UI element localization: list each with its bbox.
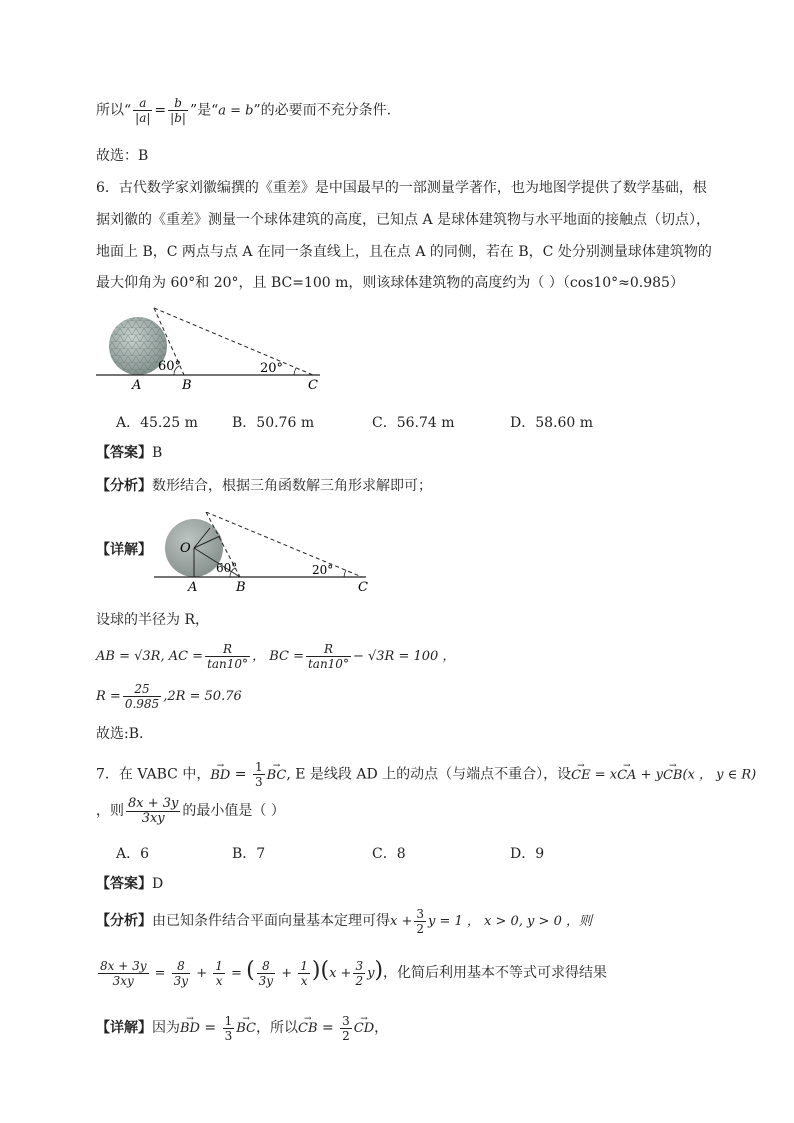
detail-label: 【详解】 <box>96 542 152 558</box>
numerator: 8x + 3y <box>128 795 179 811</box>
equals: = <box>154 102 167 119</box>
fraction <box>257 959 275 988</box>
text: , E 是线段 AD 上的动点（与端点不重合），设 <box>286 766 572 783</box>
denominator: tan10° <box>207 657 249 671</box>
q6-detail-label <box>96 540 152 560</box>
numerator: R <box>306 642 351 657</box>
q6-figure-sphere <box>92 300 332 392</box>
q7-analysis-line-2 <box>96 955 607 990</box>
eq-part: ， BC = <box>252 649 304 664</box>
denominator: 3 <box>224 1028 233 1043</box>
eq-part: AB = √3R, AC = <box>96 649 204 664</box>
numerator: 1 <box>254 760 263 774</box>
eq-part: ,2R = 50.76 <box>163 689 242 704</box>
text: 因为 <box>152 1020 180 1036</box>
fraction <box>126 797 180 826</box>
q6-equation-1 <box>96 642 455 671</box>
text: x + <box>390 914 413 929</box>
fraction <box>98 959 149 988</box>
q6-stem-line-4: 最大仰角为 60°和 20°，且 BC=100 m，则该球体建筑物的高度约为（ ）（cos10°≈0.985） <box>96 275 684 291</box>
vector: → BD <box>210 762 230 790</box>
numerator: a <box>133 96 152 111</box>
text: x + <box>329 966 352 981</box>
q7-analysis-line-1 <box>96 906 592 937</box>
denominator: 2 <box>416 921 424 936</box>
numerator: 1 <box>224 1013 233 1028</box>
fraction <box>205 642 250 671</box>
q6-answer <box>96 443 162 463</box>
text: ”的必要而不充分条件. <box>253 102 392 119</box>
text: ，则 <box>96 803 124 819</box>
q7-option-d[interactable]: D．9 <box>510 846 545 862</box>
fraction <box>253 760 265 789</box>
numerator: 8 <box>172 959 190 974</box>
answer-label: 【答案】 <box>96 445 152 461</box>
angle-label-20: 20° <box>312 563 334 577</box>
text: = <box>230 766 251 783</box>
condition: a = b <box>218 103 254 119</box>
analysis-label: 【分析】 <box>96 478 152 494</box>
q6-option-d[interactable]: D．58.60 m <box>510 415 594 431</box>
fraction <box>340 1014 352 1043</box>
text: (x ， y ∈ R) <box>682 767 757 783</box>
angle-label-20: 20° <box>260 361 284 376</box>
vector: → BC <box>267 762 287 790</box>
numerator: 8x + 3y <box>100 959 147 973</box>
vector: → CB <box>663 762 683 790</box>
numerator: 1 <box>215 959 223 973</box>
denominator: x <box>215 974 223 988</box>
vector: → CB <box>298 1013 318 1045</box>
denominator: 2 <box>355 974 364 988</box>
right-paren: ) <box>311 958 321 983</box>
denominator: x <box>300 974 308 988</box>
text: y = 1 ， x > 0, y > 0 ，则 <box>428 914 592 929</box>
numerator: 3 <box>342 1013 350 1028</box>
text: = <box>150 966 170 981</box>
denominator: 2 <box>342 1028 350 1043</box>
fraction <box>298 959 310 988</box>
angle-label-60: 60° <box>216 561 238 575</box>
q7-option-b[interactable]: B．7 <box>232 846 266 862</box>
q6-choice: 故选:B. <box>96 726 144 742</box>
text: ，化简后利用基本不等式可求得结果 <box>383 965 608 981</box>
vector: → CE <box>571 762 590 790</box>
denominator: tan10° <box>307 657 349 671</box>
text: 由已知条件结合平面向量基本定理可得 <box>152 913 390 929</box>
q6-option-a[interactable]: A．45.25 m <box>116 415 198 431</box>
fraction <box>123 682 161 711</box>
q7-stem-line-2 <box>96 796 285 826</box>
q6-equation-2 <box>96 682 242 711</box>
q7-answer <box>96 874 163 894</box>
vector: → CD <box>354 1013 374 1045</box>
numerator: 1 <box>300 959 308 973</box>
unit-vector-b <box>168 96 188 125</box>
q6-stem-line-3: 地面上 B，C 两点与点 A 在同一条直线上，且在点 A 的同侧，若在 B，C 处分别测量球体建筑物的 <box>96 244 712 260</box>
text: + <box>192 966 212 981</box>
point-label-c: C <box>308 378 318 392</box>
numerator: b <box>168 96 188 111</box>
q6-set-radius: 设球的半径为 R， <box>96 612 209 628</box>
numerator: 3 <box>416 906 424 921</box>
fraction <box>223 1014 235 1043</box>
numerator: 25 <box>123 682 161 697</box>
right-paren: ) <box>374 958 384 983</box>
denominator: 0.985 <box>124 697 160 711</box>
text: = <box>317 1020 339 1036</box>
numerator: R <box>205 642 250 657</box>
text: y <box>367 966 375 981</box>
q6-option-b[interactable]: B．50.76 m <box>232 415 315 431</box>
q7-stem-line-1 <box>96 760 756 790</box>
q6-stem-line-2: 据刘徽的《重差》测量一个球体建筑的高度，已知点 A 是球体建筑物与水平地面的接触点（切点）， <box>96 212 711 228</box>
fraction <box>213 959 225 988</box>
left-paren: ( <box>246 958 255 983</box>
text: + y <box>636 767 663 783</box>
q7-option-a[interactable]: A．6 <box>116 846 150 862</box>
text: 的最小值是（ ） <box>182 803 285 819</box>
numerator: 3 <box>355 959 364 973</box>
q7-detail-line-1 <box>96 1012 388 1045</box>
fraction <box>306 642 351 671</box>
eq-part: R = <box>96 689 121 704</box>
analysis-text: 数形结合，根据三角函数解三角形求解即可； <box>152 478 432 494</box>
q6-detail-figure <box>150 512 378 594</box>
angle-arc-20 <box>294 368 296 375</box>
text: + <box>277 966 297 981</box>
fraction <box>172 959 190 988</box>
angle-label-60: 60° <box>158 359 182 374</box>
fraction <box>414 907 426 936</box>
detail-label: 【详解】 <box>96 1020 152 1036</box>
q6-analysis <box>96 476 432 496</box>
vector: → CA <box>617 762 636 790</box>
denominator: |a| <box>135 111 151 125</box>
answer-value: D <box>152 876 164 892</box>
text: = x <box>590 767 618 783</box>
answer-label: 【答案】 <box>96 876 152 892</box>
angle-arc-20 <box>344 570 346 577</box>
center-label-o: O <box>180 541 191 556</box>
answer-value: B <box>152 445 163 461</box>
point-label-b: B <box>236 580 246 594</box>
text: 所以“ <box>96 102 132 119</box>
point-label-a: A <box>132 378 142 392</box>
denominator: 3xy <box>141 810 165 826</box>
text: ”是“ <box>189 102 219 119</box>
q6-stem-line-1: 6．古代数学家刘徽编撰的《重差》是中国最早的一部测量学著作，也为地图学提供了数学基础，根 <box>96 180 707 196</box>
denominator: 3 <box>254 775 263 789</box>
point-label-c: C <box>358 580 368 594</box>
q6-option-c[interactable]: C．56.74 m <box>372 415 455 431</box>
denominator: 3y <box>258 974 274 988</box>
fraction <box>353 959 365 988</box>
text: ， <box>374 1020 389 1036</box>
eq-part: − √3R = 100 ， <box>352 649 456 664</box>
numerator: 8 <box>257 959 275 974</box>
denominator: 3xy <box>112 974 134 988</box>
denominator: |b| <box>170 111 186 125</box>
text: = <box>226 966 247 981</box>
previous-conclusion-line <box>96 96 391 125</box>
denominator: 3y <box>173 974 189 988</box>
unit-vector-a <box>133 96 152 125</box>
vector: → BD <box>180 1013 200 1045</box>
left-paren: ( <box>320 958 330 983</box>
text: ，所以 <box>256 1020 299 1036</box>
vector: → BC <box>236 1013 256 1045</box>
q5-choice: 故选：B <box>96 148 149 164</box>
text: = <box>199 1020 221 1036</box>
text: 7．在 VABC 中， <box>96 766 211 783</box>
q7-option-c[interactable]: C．8 <box>372 846 406 862</box>
point-label-a: A <box>188 580 198 594</box>
analysis-label: 【分析】 <box>96 913 152 929</box>
point-label-b: B <box>182 378 192 392</box>
